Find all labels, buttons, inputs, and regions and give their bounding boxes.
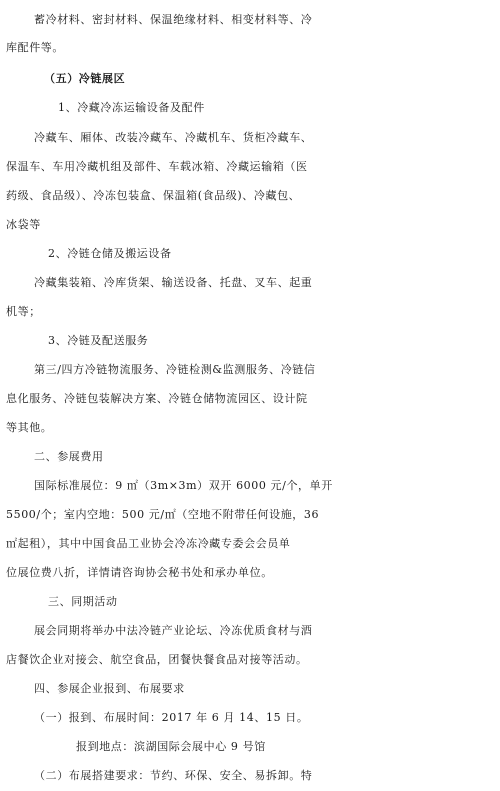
text-line: 5500/个；室内空地：500 元/㎡（空地不附带任何设施，36 bbox=[6, 508, 320, 521]
text-line: 国际标准展位：9 ㎡（3m×3m）双开 6000 元/个，单开 bbox=[34, 479, 333, 492]
text-line: 第三/四方冷链物流服务、冷链检测&监测服务、冷链信 bbox=[34, 363, 316, 376]
subsection-heading: 3、冷链及配送服务 bbox=[48, 334, 149, 347]
section-heading: 二、参展费用 bbox=[34, 450, 104, 463]
text-line: 等其他。 bbox=[6, 421, 53, 434]
text-line: 报到地点：滨湖国际会展中心 9 号馆 bbox=[76, 740, 266, 753]
text-line: 库配件等。 bbox=[6, 41, 64, 54]
text-line: 药级、食品级）、冷冻包装盒、保温箱(食品级)、冷藏包、 bbox=[6, 189, 301, 202]
text-line: （一）报到、布展时间：2017 年 6 月 14、15 日。 bbox=[34, 711, 309, 724]
text-line: ㎡起租），其中中国食品工业协会冷冻冷藏专委会会员单 bbox=[6, 537, 291, 550]
section-heading: 四、参展企业报到、布展要求 bbox=[34, 682, 185, 695]
section-heading: （五）冷链展区 bbox=[44, 72, 126, 85]
subsection-heading: 2、冷链仓储及搬运设备 bbox=[48, 247, 172, 260]
text-line: 保温车、车用冷藏机组及部件、车载冰箱、冷藏运输箱（医 bbox=[6, 160, 308, 173]
text-line: 机等； bbox=[6, 305, 41, 318]
subsection-heading: 1、冷藏冷冻运输设备及配件 bbox=[58, 101, 205, 114]
text-line: 冷藏车、厢体、改装冷藏车、冷藏机车、货柜冷藏车、 bbox=[34, 131, 313, 144]
text-line: 位展位费八折，详情请咨询协会秘书处和承办单位。 bbox=[6, 566, 273, 579]
text-line: （二）布展搭建要求：节约、环保、安全、易拆卸。特 bbox=[34, 769, 313, 782]
text-line: 冰袋等 bbox=[6, 218, 41, 231]
text-line: 蓄冷材料、密封材料、保温绝缘材料、相变材料等、冷 bbox=[34, 13, 313, 26]
section-heading: 三、同期活动 bbox=[48, 595, 118, 608]
text-line: 展会同期将举办中法冷链产业论坛、冷冻优质食材与酒 bbox=[34, 624, 313, 637]
text-line: 店餐饮企业对接会、航空食品，团餐快餐食品对接等活动。 bbox=[6, 653, 308, 666]
text-line: 息化服务、冷链包装解决方案、冷链仓储物流园区、设计院 bbox=[6, 392, 308, 405]
text-line: 冷藏集装箱、冷库货架、输送设备、托盘、叉车、起重 bbox=[34, 276, 313, 289]
